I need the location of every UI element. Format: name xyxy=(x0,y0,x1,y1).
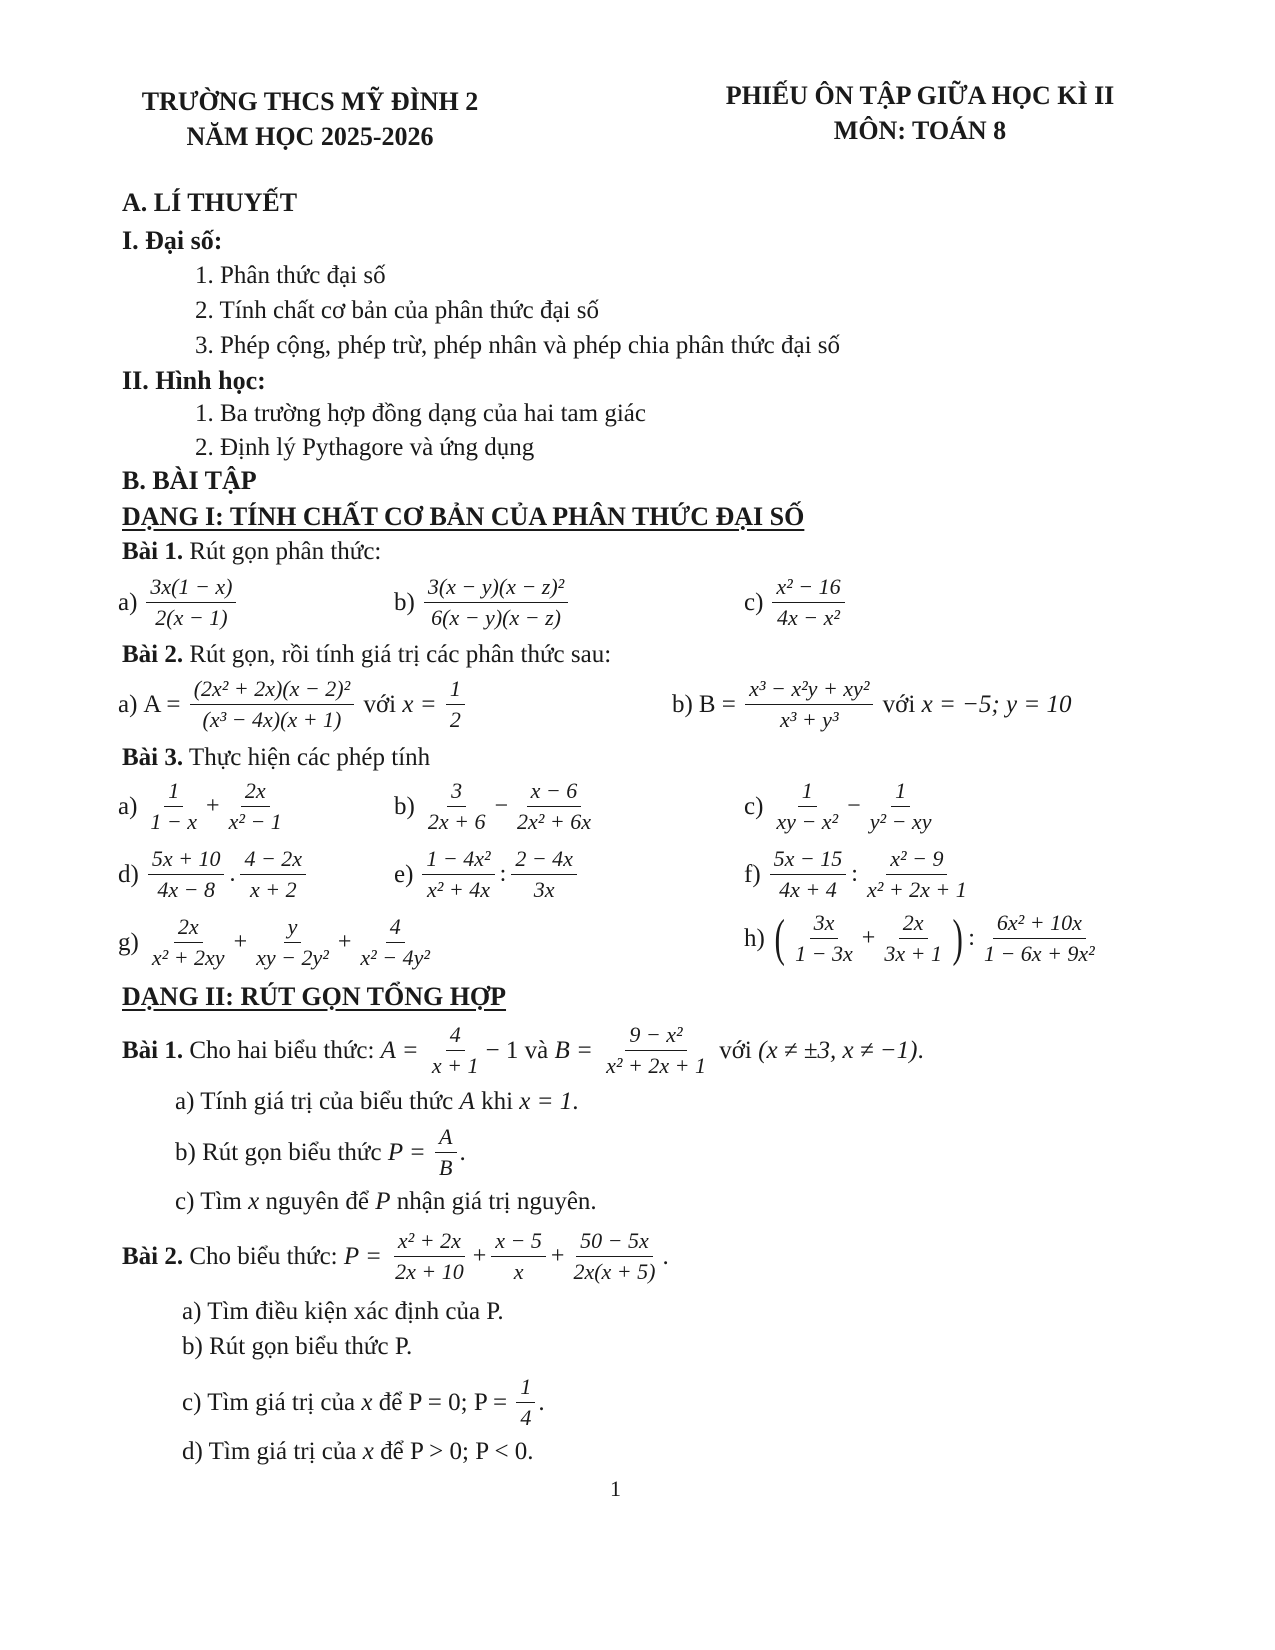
geometry-item: 1. Ba trường hợp đồng dạng của hai tam giác xyxy=(195,400,646,427)
page-number: 1 xyxy=(610,1476,621,1501)
geometry-item: 2. Định lý Pythagore và ứng dụng xyxy=(195,434,535,461)
exercise-2-title: Bài 2. Rút gọn, rồi tính giá trị các phân thức sau: xyxy=(122,641,612,668)
exercise-2a: a) A = $\frac{\text{(2x² + 2x)(x − 2)²}}{\text{(x³ − 4x)(x + 1)}}$ với x = $\frac{1}{2}$ xyxy=(118,676,468,733)
section-dang-1: DẠNG I: TÍNH CHẤT CƠ BẢN CỦA PHÂN THỨC ĐẠI SỐ xyxy=(122,502,805,531)
school-name: TRƯỜNG THCS MỸ ĐÌNH 2 xyxy=(141,87,479,116)
exercise-3b: b) $\frac{3}{2x + 6}$ − $\frac{x - 6}{\text{2x² + 6x}}$ xyxy=(394,778,591,834)
dang2-exercise-2b: b) Rút gọn biểu thức P. xyxy=(182,1333,413,1360)
exercise-3h: h) ( $\frac{3x}{1 - 3x}$ + $\frac{2x}{3x + 1}$ ) : $\frac{\text{6x² + 10x}}{\text{1 − 6x + 9x²}}$ xyxy=(744,909,1095,967)
exercise-1b: b) $\frac{\text{3(x − y)(x − z)²}}{6(x - y)(x - z)}$ xyxy=(394,574,571,631)
dang2-exercise-2c: c) Tìm giá trị của x để P = 0; P = $\frac{1}{4}$ . xyxy=(182,1374,545,1430)
exercises-heading: B. BÀI TẬP xyxy=(122,466,257,495)
dang2-exercise-2d: d) Tìm giá trị của x để P > 0; P < 0. xyxy=(182,1438,534,1465)
exercise-3g: g) $\frac{2x}{\text{x² + 2xy}}$ + $\frac{y}{\text{xy − 2y²}}$ + $\frac{4}{\text{x² − 4y²}}$ xyxy=(118,914,430,970)
school-year: NĂM HỌC 2025-2026 xyxy=(186,122,434,151)
exercise-3f: f) $\frac{5x - 15}{4x + 4}$ : $\frac{\text{x² − 9}}{\text{x² + 2x + 1}}$ xyxy=(744,846,967,902)
dang2-exercise-2a: a) Tìm điều kiện xác định của P. xyxy=(182,1298,504,1325)
header-right xyxy=(690,78,1150,148)
theory-heading: A. LÍ THUYẾT xyxy=(122,188,298,217)
dang2-exercise-1a: a) Tính giá trị của biểu thức A khi x = 1 . xyxy=(175,1088,579,1115)
exercise-1a: a) $\frac{3x(1 - x)}{2(x - 1)}$ xyxy=(118,574,239,631)
exercise-2b: b) B = $\frac{\text{x³ − x²y + xy²}}{\text{x³ + y³}}$ với x = −5; y = 10 xyxy=(672,676,1072,732)
algebra-item: 3. Phép cộng, phép trừ, phép nhân và phép chia phân thức đại số xyxy=(195,332,840,359)
worksheet-title: PHIẾU ÔN TẬP GIỮA HỌC KÌ II xyxy=(725,81,1115,110)
exercise-3-title: Bài 3. Thực hiện các phép tính xyxy=(122,744,431,771)
dang2-exercise-1c: c) Tìm x nguyên để P nhận giá trị nguyên. xyxy=(175,1188,597,1215)
algebra-heading: I. Đại số: xyxy=(122,226,223,255)
subject: MÔN: TOÁN 8 xyxy=(833,116,1007,145)
exercise-3a: a) $\frac{1}{1 - x}$ + $\frac{2x}{\text{x² − 1}}$ xyxy=(118,778,282,834)
exercise-3d: d) $\frac{5x + 10}{4x - 8}$ . $\frac{4 - 2x}{x + 2}$ xyxy=(118,846,309,903)
dang2-exercise-2: Bài 2. Cho biểu thức: P = $\frac{\text{x² + 2x}}{2x + 10}$ + $\frac{x - 5}{x}$ + $\frac{50 - 5x}{2x(x + 5)}$ . xyxy=(122,1228,669,1284)
exercise-1c: c) $\frac{\text{x² − 16}}{\text{4x − x²}}$ xyxy=(744,574,848,631)
header-left xyxy=(110,84,510,154)
algebra-item: 1. Phân thức đại số xyxy=(195,262,386,289)
algebra-item: 2. Tính chất cơ bản của phân thức đại số xyxy=(195,297,599,324)
exercise-3e: e) $\frac{\text{1 − 4x²}}{\text{x² + 4x}}$ : $\frac{2 - 4x}{3x}$ xyxy=(394,846,580,903)
geometry-heading: II. Hình học: xyxy=(122,366,266,395)
exercise-3c: c) $\frac{1}{\text{xy − x²}}$ − $\frac{1}{\text{y² − xy}}$ xyxy=(744,778,932,834)
section-dang-2: DẠNG II: RÚT GỌN TỔNG HỢP xyxy=(122,982,507,1011)
exercise-1-title: Bài 1. Rút gọn phân thức: xyxy=(122,538,382,565)
dang2-exercise-1: Bài 1. Cho hai biểu thức: A = $\frac{4}{x + 1}$ − 1 và B = $\frac{\text{9 − x²}}{\text{x² + 2x + 1}}$ với (x ≠ ±3, x ≠ −1) . xyxy=(122,1022,924,1078)
dang2-exercise-1b: b) Rút gọn biểu thức P = $\frac{A}{B}$ . xyxy=(175,1124,466,1180)
